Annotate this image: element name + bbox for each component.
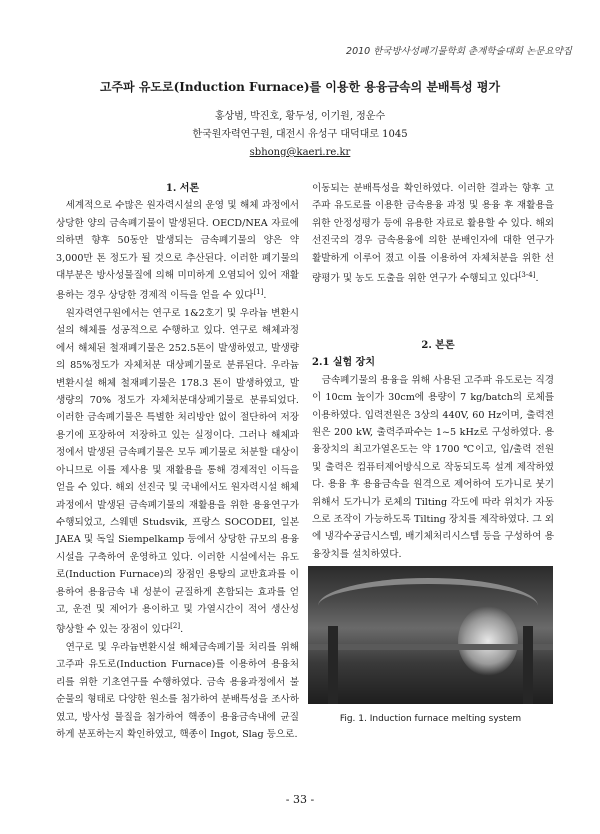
page-number: - 33 -	[285, 793, 315, 806]
paragraph-4: 금속폐기물의 용융을 위해 사용된 고주파 유도로는 직경이 10cm 높이가 30cm에 용량이 7 kg/batch의 로체를 이용하였다. 입력전원은 3상의 440V, 60 Hz이며, 출력전원은 200 kW, 출력주파수는 1~5 kHz로 구성하였다. 용융장치의 최고가열온도는 약 1700 ℃이고, 입/출력 전원 및 출력은 컴퓨터제어방식으로 작동되도록 설계 제작하였다. 용융 후 용융금속을 원격으로 제어하여 도가니로 붓기 위해서 도가니가 로체의 Tilting 각도에 따라 위치가 자동으로 조작이 가능하도록 Tilting 장치를 제작하였다. 그 외에 냉각수공급시스템, 배기체처리시스템 등을 구성하여 용융장치를 설치하였다.	[312, 374, 554, 560]
paragraph-2: 원자력연구원에서는 연구로 1&2호기 및 우라늄 변환시설의 해체를 성공적으로 수행하고 있다. 연구로 해체과정에서 해체된 철재폐기물은 252.5톤이 발생하였고, 발생량의 85%정도가 자체처분 대상폐기물로 분류된다. 우라늄변환시설 해체 철재폐기물은 178.3 톤이 발생하였고, 발생량의 70% 정도가 자체처분대상폐기물로 분류되었다. 이러한 금속폐기물은 특별한 처리방안 없이 절단하여 저장용기에 포장하여 저장하고 있는 실정이다. 그러나 해체과정에서 발생된 금속폐기물은 모두 폐기물로 처분할 대상이 아니므로 이를 제사용 및 재활용을 통해 경제적인 이득을 얻을 수 있다. 해외 선진국 및 국내에서도 원자력시설 해체과정에서 발생된 금속폐기물의 재활용을 위한 용융연구가 수행되었고, 스웨덴 Studsvik, 프랑스 SOCODEI, 일본 JAEA 및 독일 Siempelkamp 등에서 상당한 규모의 용융시설을 구축하여 운영하고 있다. 이러한 시설에서는 유도로(Induction Furnace)의 장점인 용탕의 교반효과를 이용하여 용융금속 내 성분이 균질하게 혼합되는 효과를 얻고, 운전 및 제어가 용이하고 및 가열시간이 적어 생산성 향상할 수 있는 장점이 있다[2].	[56, 308, 299, 636]
paragraph-3-continued: 이동되는 분배특성을 확인하였다. 이러한 결과는 향후 고주파 유도로를 이용한 금속용융 과정 및 용융 후 재활용을 위한 안정성평가 등에 유용한 자료로 활용할 수 있다. 해외 선진국의 경우 금속용융에 의한 분배인자에 대한 연구가 활발하게 이루어 졌고 이를 이용하여 자체처분을 위한 선량평가 및 농도 도출을 위한 연구가 수행되고 있다[3-4].	[312, 183, 554, 285]
figure-caption: Fig. 1. Induction furnace melting system	[339, 714, 522, 724]
frame-post	[328, 626, 338, 704]
molten-metal-glow	[458, 606, 518, 676]
paragraph-3-text: 연구로 및 우라늄변환시설 해체금속폐기물 처리를 위해 고주파 유도로(Induction Furnace)를 이용하여 용융처리를 위한 기초연구를 수행하였다. 금속 용융과정에서 불순물의 형태로 다양한 원소를 첨가하여 분배특성을 조사하였고, 방사성 물질을 첨가하여 핵종이 용융금속내에 균질하게 분포하는지 확인하였고, 핵종이 Ingot, Slag 등으로	[56, 641, 299, 740]
frame-post	[523, 626, 533, 704]
reference-1: [1]	[253, 288, 264, 297]
furnace-photo	[308, 566, 553, 704]
subsection-title: 2.1 실험 장치	[312, 357, 376, 369]
reference-2: [2]	[170, 622, 181, 631]
frame-beam	[308, 644, 553, 650]
right-column	[312, 180, 554, 288]
section-title-body: 2. 본론	[421, 340, 455, 351]
paper-title: 고주파 유도로(Induction Furnace)를 이용한 용융금속의 분배특성 평가	[99, 80, 501, 94]
author-names: 홍상범, 박진호, 황두성, 이기원, 정운수	[214, 111, 386, 122]
paragraph-2-text: 원자력연구원에서는 연구로 1&2호기 및 우라늄 변환시설의 해체를 성공적으로 수행하고 있다. 연구로 해체과정에서 해체된 철재폐기물은 252.5톤이 발생하였고, 발생량의 85%정도가 자체처분 대상폐기물로 분류된다. 우라늄변환시설 해체 철재폐기물은 178.3 톤이 발생하였고, 발생량의 70% 정도가 자체처분대상폐기물로 분류되었다. 이러한 금속폐기물은 특별한 처리방안 없이 절단하여 저장용기에 포장하여 저장하고 있는 실정이다. 그러나 해체과정에서 발생된 금속폐기물은 모두 폐기물로 처분할 대상이 아니므로 이를 제사용 및 재활용을 통해 경제적인 이득을 얻을 수 있다. 해외 선진국 및 국내에서도 원자력시설 해체과정에서 발생된 금속폐기물의 재활용을 위한 용융연구가 수행되었고, 스웨덴 Studsvik, 프랑스 SOCODEI, 일본 JAEA 및 독일 Siempelkamp 등에서 상당한 규모의 용융시설을 구축하여 운영하고 있다. 이러한 시설에서는 유도로(Induction Furnace)의 장점인 용탕의 교반효과를 이용하여 용융금속 내 성분이 균질하게 혼합되는 효과를 얻고, 운전 및 제어가 용이하고 및 가열시간이 적어 생산성 향상할 수 있는 장점이 있다	[56, 308, 299, 636]
paragraph-1-text: 세계적으로 수많은 원자력시설의 운영 및 해체 과정에서 상당한 양의 금속폐기물이 발생된다. OECD/NEA 자료에 의하면 향후 50동안 발생되는 금속폐기물의 양은 약 3,000만 톤 정도가 될 것으로 추산된다. 이러한 폐기물의 대부분은 방사성물질에 의해 미미하게 오염되어 있어 재활용하는 경우 상당한 경제적 이득을 얻을 수 있다	[56, 200, 299, 302]
right-column-continued	[312, 337, 554, 563]
reference-3: [3-4]	[518, 271, 536, 280]
section-title-intro: 1. 서론	[165, 183, 200, 194]
paragraph-1: 세계적으로 수많은 원자력시설의 운영 및 해체 과정에서 상당한 양의 금속폐기물이 발생된다. OECD/NEA 자료에 의하면 향후 50동안 발생되는 금속폐기물의 양은 약 3,000만 톤 정도가 될 것으로 추산된다. 이러한 폐기물의 대부분은 방사성물질에 의해 미미하게 오염되어 있어 재활용하는 경우 상당한 경제적 이득을 얻을 수 있다[1].	[56, 200, 299, 302]
paragraph-3: 연구로 및 우라늄변환시설 해체금속폐기물 처리를 위해 고주파 유도로(Induction Furnace)를 이용하여 용융처리를 위한 기초연구를 수행하였다. 금속 용융과정에서 불순물의 형태로 다양한 원소를 첨가하여 분배특성을 조사하였고, 방사성 물질을 첨가하여 핵종이 용융금속내에 균질하게 분포하는지 확인하였고, 핵종이 Ingot, Slag 등으로.	[56, 641, 299, 740]
affiliation: 한국원자력연구원, 대전시 유성구 대덕대로 1045	[192, 129, 408, 140]
author-email: sbhong@kaeri.re.kr	[249, 147, 351, 158]
conference-header: 2010 한국방사성폐기물학회 춘계학술대회 논문요약집	[346, 46, 572, 57]
left-column	[56, 180, 299, 743]
author-block	[0, 108, 600, 162]
